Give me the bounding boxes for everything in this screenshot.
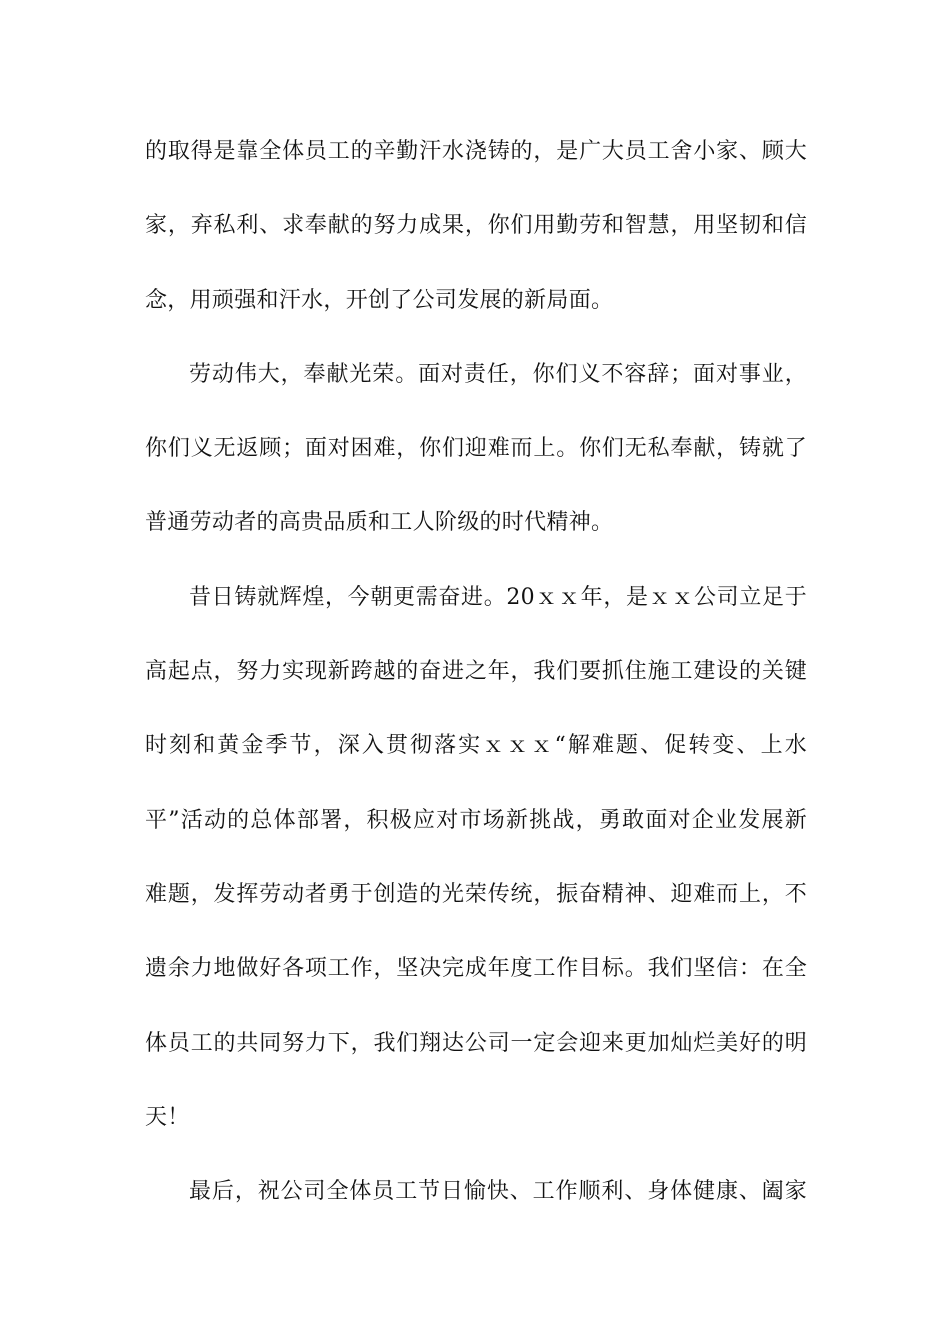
text-line: 最后，祝公司全体员工节日愉快、工作顺利、身体健康、阖家 bbox=[189, 1179, 807, 1205]
text-line: 念，用顽强和汗水，开创了公司发展的新局面。 bbox=[145, 287, 614, 313]
text-line: 劳动伟大，奉献光荣。面对责任，你们义不容辞；面对事业， bbox=[189, 361, 807, 387]
text-line: 体员工的共同努力下，我们翔达公司一定会迎来更加灿烂美好的明 bbox=[145, 1030, 807, 1056]
text-line: 普通劳动者的高贵品质和工人阶级的时代精神。 bbox=[145, 510, 614, 536]
text-line: 难题，发挥劳动者勇于创造的光荣传统，振奋精神、迎难而上，不 bbox=[145, 881, 807, 907]
text-line: 高起点，努力实现新跨越的奋进之年，我们要抓住施工建设的关键 bbox=[145, 659, 807, 685]
text-line: 昔日铸就辉煌，今朝更需奋进。20ｘｘ年，是ｘｘ公司立足于 bbox=[189, 584, 807, 610]
text-line: 家，弃私利、求奉献的努力成果，你们用勤劳和智慧，用坚韧和信 bbox=[145, 213, 807, 239]
body-text bbox=[145, 130, 807, 1244]
text-line: 平”活动的总体部署，积极应对市场新挑战，勇敢面对企业发展新 bbox=[145, 807, 807, 833]
text-line: 你们义无返顾；面对困难，你们迎难而上。你们无私奉献，铸就了 bbox=[145, 436, 807, 462]
text-line: 天！ bbox=[145, 1104, 190, 1130]
text-line: 遗余力地做好各项工作，坚决完成年度工作目标。我们坚信：在全 bbox=[145, 956, 807, 982]
text-line: 时刻和黄金季节，深入贯彻落实ｘｘｘ“解难题、促转变、上水 bbox=[145, 733, 807, 759]
text-line: 的取得是靠全体员工的辛勤汗水浇铸的，是广大员工舍小家、顾大 bbox=[145, 139, 807, 164]
